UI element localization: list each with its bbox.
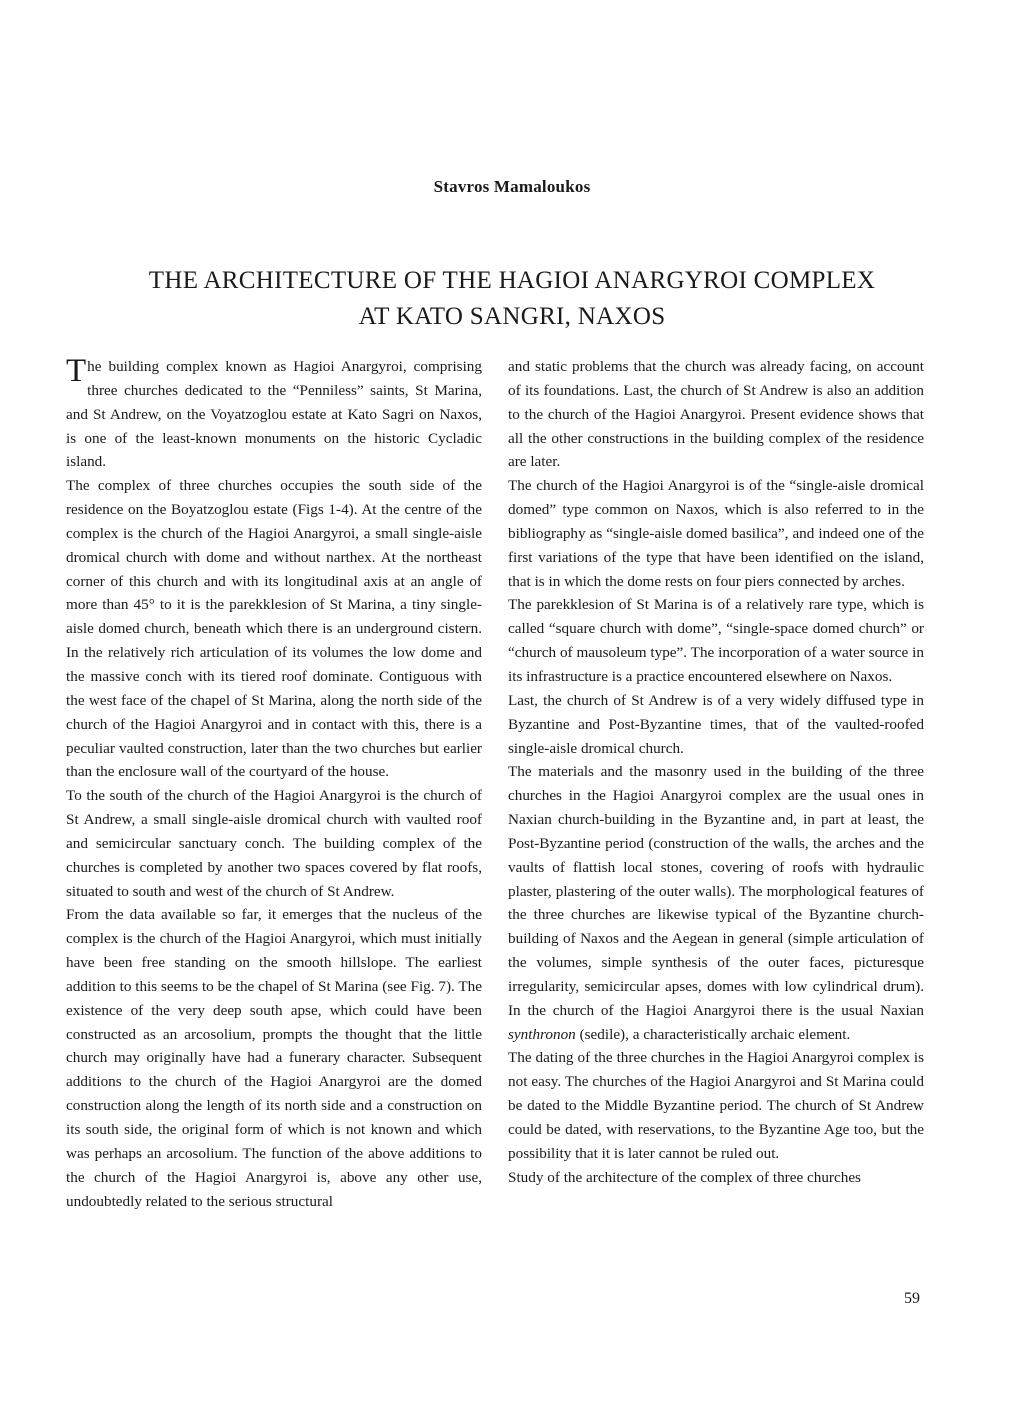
right-column <box>508 355 924 1190</box>
paragraph <box>66 355 482 474</box>
italic-term: synthronon <box>508 1025 576 1043</box>
paragraph: From the data available so far, it emerges that the nucleus of the complex is the church of the Hagioi Anargyroi, which must initially have been free standing on the smooth hillslope. The earliest addition to this seems to be the chapel of St Marina (see Fig. 7). The existence of the very deep south apse, which could have been constructed as an arcosolium, prompts the thought that the little church may originally have had a funerary character. Subsequent additions to the church of the Hagioi Anargyroi are the domed construction along the length of its north side and a construction on its south side, the original form of which is not known and which was perhaps an arcosolium. The function of the above additions to the church of the Hagioi Anargyroi is, above any other use, undoubtedly related to the serious structural <box>66 906 482 1210</box>
paragraph: The complex of three churches occupies the south side of the residence on the Boyatzoglou estate (Figs 1-4). At the centre of the complex is the church of the Hagioi Anargyroi, a small single-aisle dromical church with dome and without narthex. At the northeast corner of this church and with its longitudinal axis at an angle of more than 45° to it is the parekklesion of St Marina, a tiny single-aisle domed church, beneath which there is an underground cistern. In the relatively rich articulation of its volumes the low dome and the massive conch with its tiered roof dominate. Contiguous with the west face of the chapel of St Marina, along the north side of the church of the Hagioi Anargyroi and in contact with this, there is a peculiar vaulted construction, later than the two churches but earlier than the enclosure wall of the courtyard of the house. <box>66 477 482 781</box>
paragraph: Last, the church of St Andrew is of a very widely diffused type in Byzantine and Post-Byzantine times, that of the vaulted-roofed single-aisle dromical church. <box>508 691 924 757</box>
paragraph: To the south of the church of the Hagioi Anargyroi is the church of St Andrew, a small single-aisle dromical church with vaulted roof and semicircular sanctuary conch. The building complex of the churches is completed by another two spaces covered by flat roofs, situated to south and west of the church of St Andrew. <box>66 787 482 900</box>
paragraph <box>508 760 924 1046</box>
paragraph-text: The materials and the masonry used in the building of the three churches in the Hagioi Anargyroi complex are the usual ones in Naxian church-building in the Byzantine and, in part at least, the Post-Byzantine period (construction of the walls, the arches and the vaults of flattish local stones, covering of roofs with hydraulic plaster, plastering of the outer walls). The morphological features of the three churches are likewise typical of the Byzantine church-building of Naxos and the Aegean in general (simple articulation of the volumes, simple synthesis of the outer faces, picturesque irregularity, semicircular apses, domes with low cylindrical drum). In the church of the Hagioi Anargyroi there is the usual Naxian <box>508 763 924 1019</box>
author-name: Stavros Mamaloukos <box>433 177 591 196</box>
paragraph: The church of the Hagioi Anargyroi is of the “single-aisle dromical domed” type common on Naxos, which is also referred to in the bibliography as “single-aisle domed basilica”, and indeed one of the first variations of the type that have been identified on the island, that is in which the dome rests on four piers connected by arches. <box>508 477 924 590</box>
page-number: 59 <box>904 1290 920 1307</box>
article-title <box>60 263 964 335</box>
paragraph: and static problems that the church was already facing, on account of its foundations. Last, the church of St Andrew is also an addition to the church of the Hagioi Anargyroi. Present evidence shows that all the other constructions in the building complex of the residence are later. <box>508 358 924 471</box>
paragraph: The dating of the three churches in the Hagioi Anargyroi complex is not easy. The churches of the Hagioi Anargyroi and St Marina could be dated to the Middle Byzantine period. The church of St Andrew could be dated, with reservations, to the Byzantine Age too, but the possibility that it is later cannot be ruled out. <box>508 1049 924 1162</box>
paragraph: The parekklesion of St Marina is of a relatively rare type, which is called “square church with dome”, “single-space domed church” or “church of mausoleum type”. The incorporation of a water source in its infrastructure is a practice encountered elsewhere on Naxos. <box>508 596 924 685</box>
title-line-1: THE ARCHITECTURE OF THE HAGIOI ANARGYROI COMPLEX <box>148 266 876 294</box>
left-column <box>66 355 482 1213</box>
title-line-2: AT KATO SANGRI, NAXOS <box>358 302 666 330</box>
paragraph: Study of the architecture of the complex of three churches <box>508 1168 861 1186</box>
paragraph-text: (sedile), a characteristically archaic element. <box>575 1025 851 1043</box>
drop-cap: T <box>66 353 87 389</box>
paragraph-text: he building complex known as Hagioi Anargyroi, comprising three churches dedicated to the “Penniless” saints, St Marina, and St Andrew, on the Voyatzoglou estate at Kato Sagri on Naxos, is one of the least-known monuments on the historic Cycladic island. <box>66 358 482 471</box>
